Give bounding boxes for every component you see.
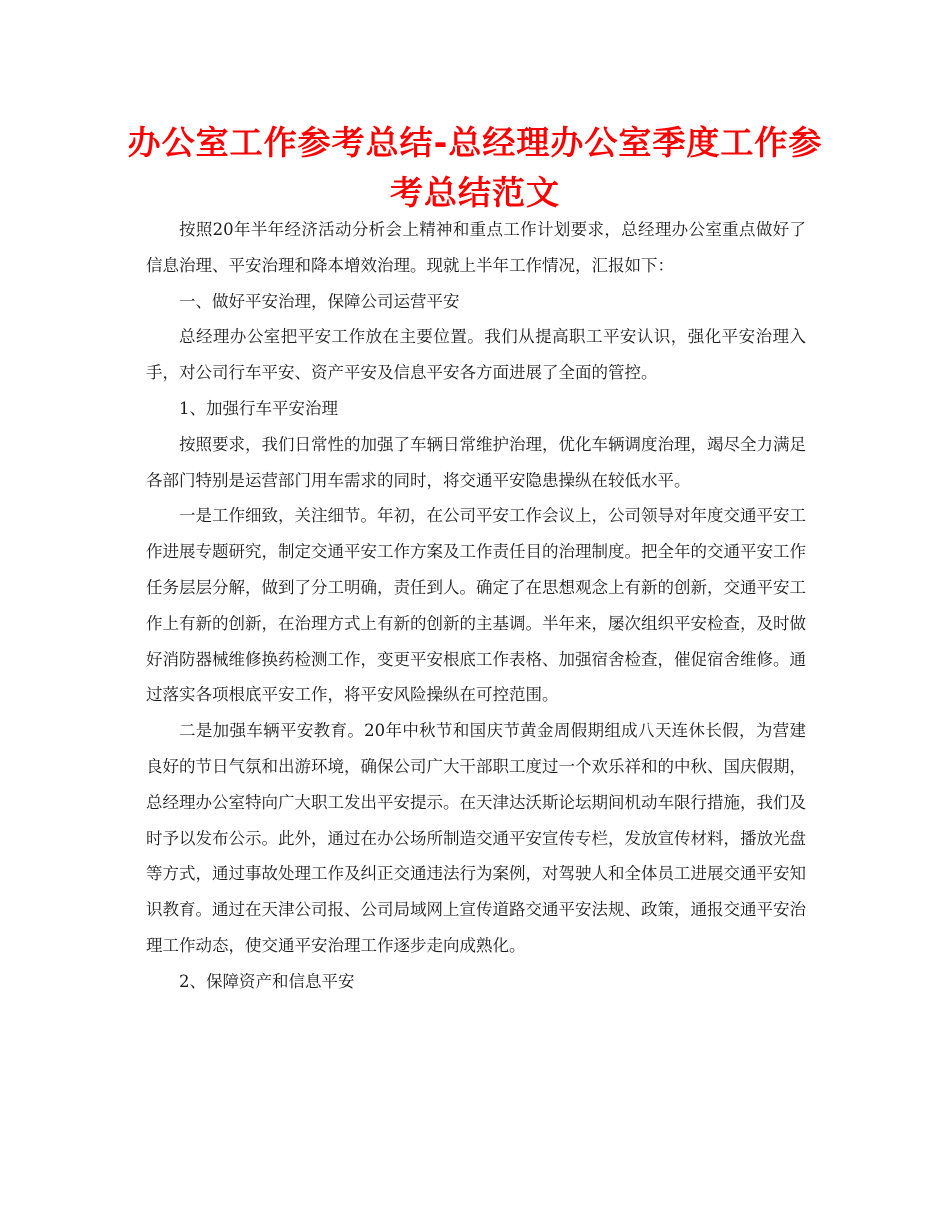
paragraph-point-two: 二是加强车辆平安教育。20年中秋节和国庆节黄金周假期组成八天连休长假，为营建良好的节日气氛和出游环境，确保公司广大干部职工度过一个欢乐祥和的中秋、国庆假期，总经理办公室特向广大职工发出平安提示。在天津达沃斯论坛期间机动车限行措施，我们及时予以发布公示。此外，通过在办公场所制造交通平安宣传专栏，发放宣传材料，播放光盘等方式，通过事故处理工作及纠正交通违法行为案例，对驾驶人和全体员工进展交通平安知识教育。通过在天津公司报、公司局域网上宣传道路交通平安法规、政策，通报交通平安治理工作动态，使交通平安治理工作逐步走向成熟化。 <box>146 721 806 955</box>
document-body <box>146 212 806 1000</box>
paragraph-safety-overview: 总经理办公室把平安工作放在主要位置。我们从提高职工平安认识，强化平安治理入手，对公司行车平安、资产平安及信息平安各方面进展了全面的管控。 <box>146 327 806 383</box>
document-title: 办公室工作参考总结-总经理办公室季度工作参考总结范文 <box>127 123 823 212</box>
section-heading-1: 一、做好平安治理，保障公司运营平安 <box>179 291 460 311</box>
subsection-heading-2: 2、保障资产和信息平安 <box>179 971 355 991</box>
paragraph-point-one: 一是工作细致，关注细节。年初，在公司平安工作会议上，公司领导对年度交通平安工作进展专题研究，制定交通平安工作方案及工作责任目的治理制度。把全年的交通平安工作任务层层分解，做到了分工明确，责任到人。确定了在思想观念上有新的创新，交通平安工作上有新的创新，在治理方式上有新的创新的主基调。半年来，屡次组织平安检查，及时做好消防器械维修换药检测工作，变更平安根底工作表格、加强宿舍检查，催促宿舍维修。通过落实各项根底平安工作，将平安风险操纵在可控范围。 <box>146 506 806 705</box>
paragraph-vehicle-management: 按照要求，我们日常性的加强了车辆日常维护治理，优化车辆调度治理，竭尽全力满足各部门特别是运营部门用车需求的同时，将交通平安隐患操纵在较低水平。 <box>146 434 806 490</box>
paragraph-intro: 按照20年半年经济活动分析会上精神和重点工作计划要求，总经理办公室重点做好了信息治理、平安治理和降本增效治理。现就上半年工作情况，汇报如下： <box>146 220 806 275</box>
subsection-heading-1: 1、加强行车平安治理 <box>179 398 338 418</box>
